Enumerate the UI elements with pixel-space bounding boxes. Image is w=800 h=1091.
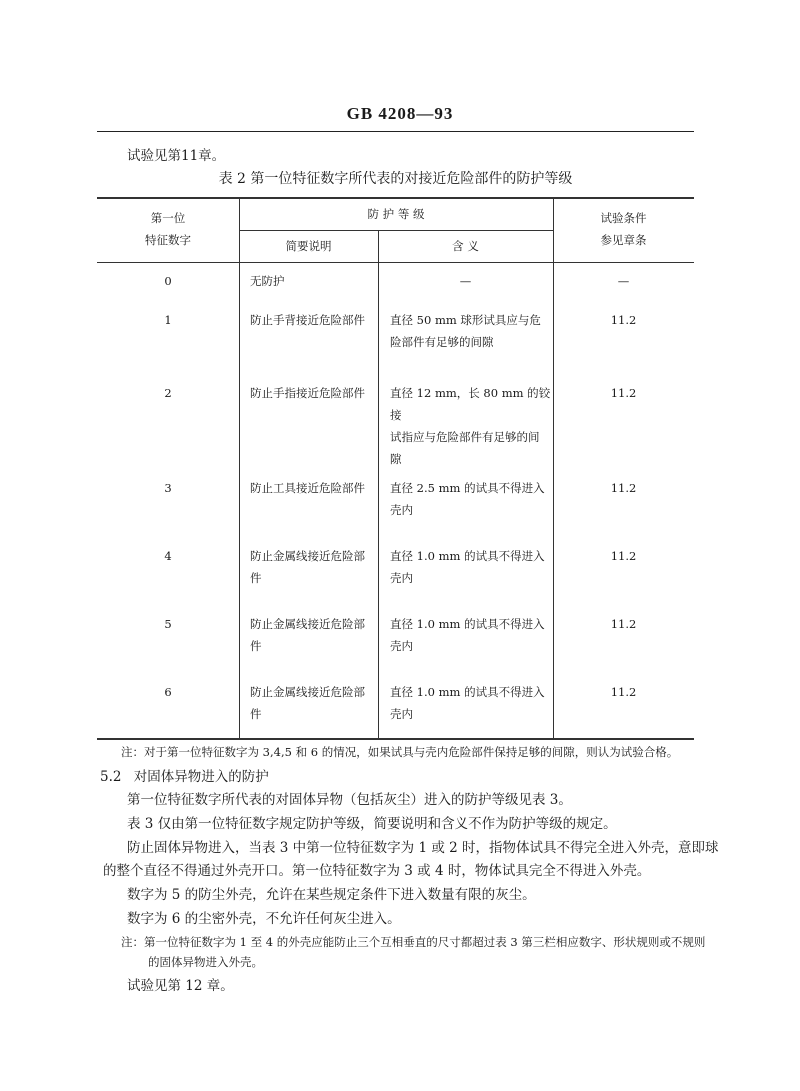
section-paragraph-4: 数字为 5 的防尘外壳，允许在某些规定条件下进入数量有限的灰尘。 <box>127 887 536 903</box>
section-paragraph-3-line1: 防止固体异物进入，当表 3 中第一位特征数字为 1 或 2 时，指物体试具不得完全进入外壳，意即球 <box>127 840 719 856</box>
row-1-meaning-line2: 险部件有足够的间隙 <box>390 335 494 349</box>
row-1-test: 11.2 <box>610 313 637 327</box>
row-4-meaning-line2: 壳内 <box>390 571 413 585</box>
row-1-brief <box>250 309 378 331</box>
row-6-brief-line1: 防止金属线接近危险部 <box>250 685 365 699</box>
row-1-meaning-line1: 直径 50 mm 球形试具应与危 <box>390 313 541 327</box>
row-2-test: 11.2 <box>610 386 637 400</box>
header-first-digit <box>97 207 239 251</box>
row-0-digit: 0 <box>164 274 172 288</box>
header-test-conditions <box>553 207 694 251</box>
row-3-brief <box>250 477 378 499</box>
protection-table <box>97 197 694 739</box>
row-5-meaning-line1: 直径 1.0 mm 的试具不得进入 <box>390 617 545 631</box>
row-5-meaning-line2: 壳内 <box>390 639 413 653</box>
header-rule <box>97 131 694 132</box>
row-4-test: 11.2 <box>610 549 637 563</box>
table-col-divider-2 <box>378 230 379 739</box>
row-4-digit: 4 <box>164 549 172 563</box>
row-1-brief-line: 防止手背接近危险部件 <box>250 313 365 327</box>
row-5-digit: 5 <box>164 617 172 631</box>
row-5-brief-line1: 防止金属线接近危险部 <box>250 617 365 631</box>
section-paragraph-2: 表 3 仅由第一位特征数字规定防护等级，简要说明和含义不作为防护等级的规定。 <box>127 816 617 832</box>
row-6-brief <box>250 681 378 725</box>
row-3-brief-line: 防止工具接近危险部件 <box>250 481 365 495</box>
row-2-meaning-line3: 隙 <box>390 452 402 466</box>
row-3-digit: 3 <box>164 481 172 495</box>
row-3-test: 11.2 <box>610 481 637 495</box>
row-3-meaning <box>390 477 553 521</box>
header-first-digit-line2: 特征数字 <box>145 233 191 247</box>
table-top-rule <box>97 197 694 199</box>
row-5-meaning <box>390 613 553 657</box>
section-paragraph-5: 数字为 6 的尘密外壳，不允许任何灰尘进入。 <box>127 911 401 927</box>
table-header-bottom-rule <box>97 262 694 263</box>
section-paragraph-1: 第一位特征数字所代表的对固体异物（包括灰尘）进入的防护等级见表 3。 <box>127 792 572 808</box>
section-note-line2: 的固体异物进入外壳。 <box>148 955 263 969</box>
row-2-digit: 2 <box>164 386 172 400</box>
row-6-meaning <box>390 681 553 725</box>
section-title: 对固体异物进入的防护 <box>133 769 269 785</box>
row-0-meaning: — <box>459 274 472 288</box>
row-0-brief-line: 无防护 <box>250 274 285 288</box>
row-0-test: — <box>617 274 630 288</box>
row-2-meaning-line2: 试指应与危险部件有足够的间 <box>390 430 540 444</box>
row-3-meaning-line2: 壳内 <box>390 503 413 517</box>
row-2-meaning-line1: 直径 12 mm，长 80 mm 的铰接 <box>390 386 551 422</box>
row-5-brief-line2: 件 <box>250 639 262 653</box>
section-heading <box>100 768 269 786</box>
row-6-meaning-line1: 直径 1.0 mm 的试具不得进入 <box>390 685 545 699</box>
section-note-line1: 注：第一位特征数字为 1 至 4 的外壳应能防止三个互相垂直的尺寸都超过表 3 第三栏相应数字、形状规则或不规则 <box>121 935 706 949</box>
section-final-reference: 试验见第 12 章。 <box>127 978 234 994</box>
table-col-divider-1 <box>239 197 240 739</box>
section-number: 5.2 <box>100 769 122 785</box>
row-1-digit: 1 <box>164 313 172 327</box>
row-5-brief <box>250 613 378 657</box>
header-brief-description: 简要说明 <box>285 239 332 253</box>
row-4-brief <box>250 545 378 589</box>
table-caption: 表 2 第一位特征数字所代表的对接近危险部件的防护等级 <box>218 171 573 187</box>
row-6-test: 11.2 <box>610 685 637 699</box>
section-paragraph-3-line2: 的整个直径不得通过外壳开口。第一位特征数字为 3 或 4 时，物体试具完全不得进入外壳。 <box>103 863 651 879</box>
row-6-digit: 6 <box>164 685 172 699</box>
row-5-test: 11.2 <box>610 617 637 631</box>
row-0-brief <box>250 270 378 292</box>
row-4-meaning-line1: 直径 1.0 mm 的试具不得进入 <box>390 549 545 563</box>
row-2-meaning <box>390 382 553 470</box>
header-first-digit-line1: 第一位 <box>150 211 186 225</box>
row-4-brief-line2: 件 <box>250 571 262 585</box>
row-2-brief-line: 防止手指接近危险部件 <box>250 386 365 400</box>
row-4-brief-line1: 防止金属线接近危险部 <box>250 549 365 563</box>
row-1-meaning <box>390 309 553 353</box>
header-test-line2: 参见章条 <box>600 233 647 247</box>
table-subheader-rule <box>239 230 553 231</box>
row-6-meaning-line2: 壳内 <box>390 707 413 721</box>
header-meaning: 含 义 <box>452 239 479 253</box>
header-test-line1: 试验条件 <box>600 211 647 225</box>
row-6-brief-line2: 件 <box>250 707 262 721</box>
standard-code-header: GB 4208—93 <box>346 104 454 123</box>
table-bottom-rule <box>97 738 694 740</box>
row-3-meaning-line1: 直径 2.5 mm 的试具不得进入 <box>390 481 545 495</box>
header-protection-level: 防 护 等 级 <box>367 207 425 221</box>
table-note: 注：对于第一位特征数字为 3,4,5 和 6 的情况，如果试具与壳内危险部件保持足够的间隙，则认为试验合格。 <box>121 745 679 759</box>
top-test-reference: 试验见第11章。 <box>127 148 226 164</box>
row-2-brief <box>250 382 378 404</box>
row-4-meaning <box>390 545 553 589</box>
